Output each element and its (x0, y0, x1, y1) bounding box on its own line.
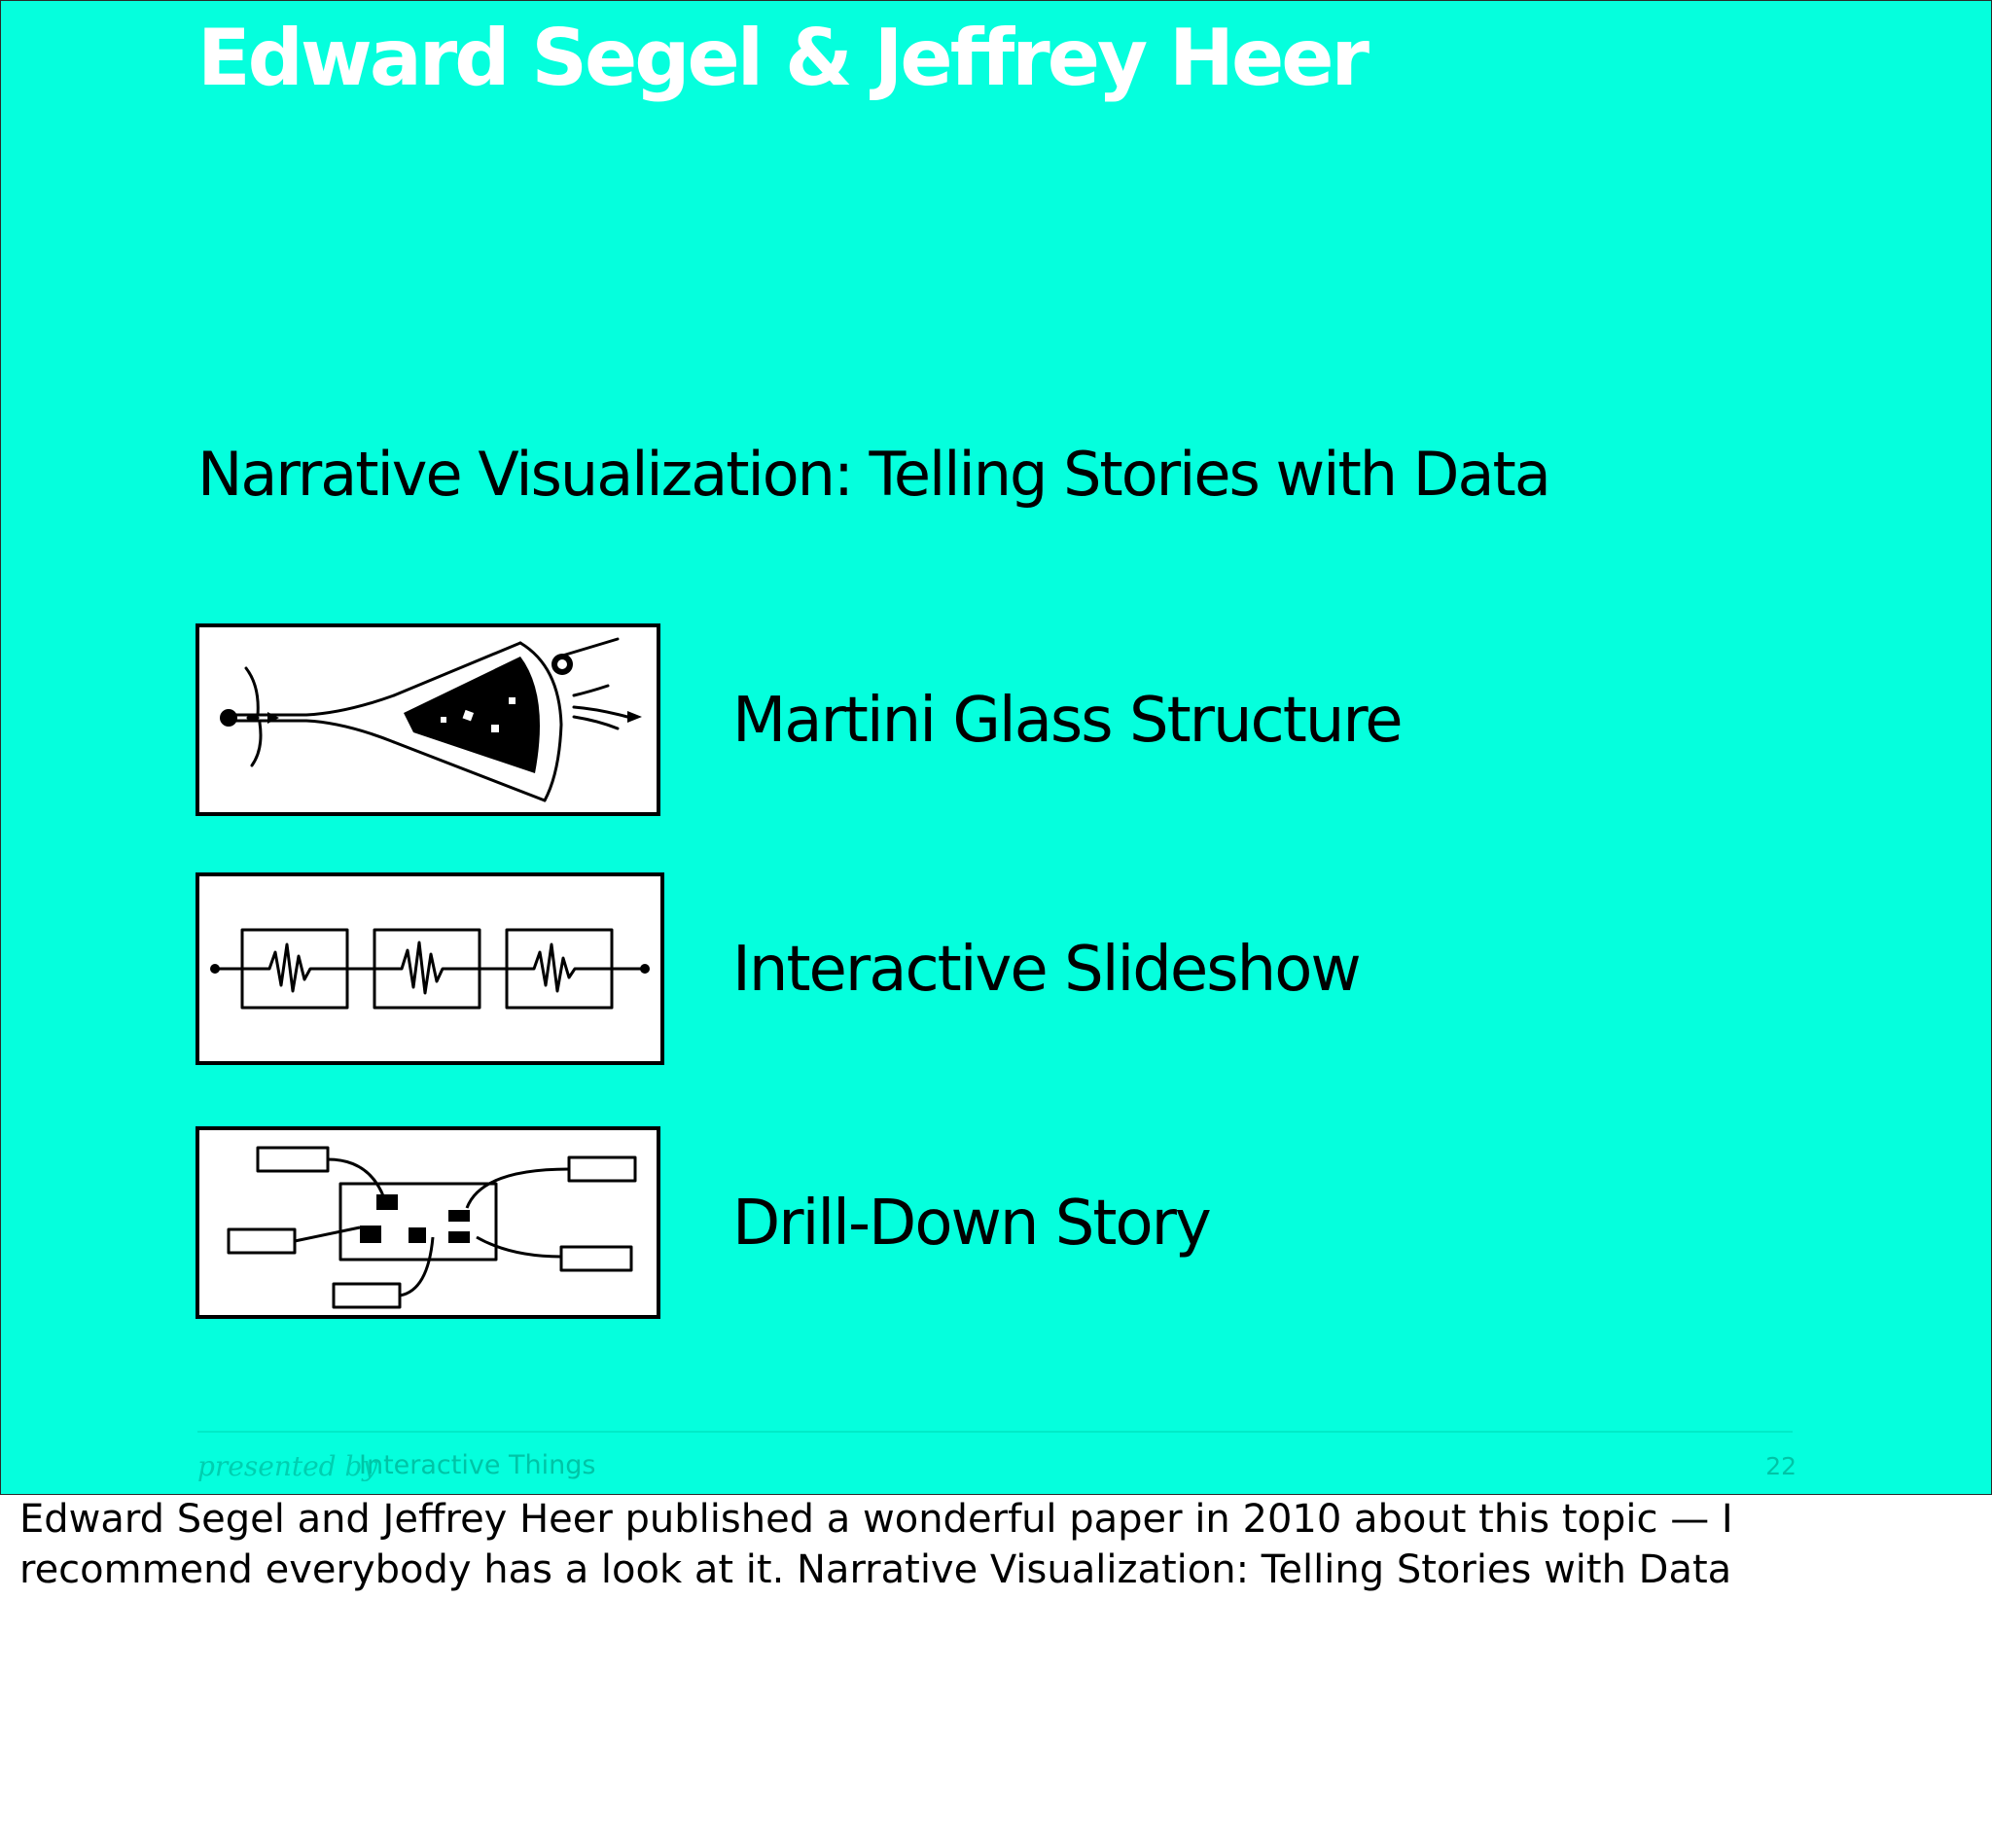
drill-down-sketch-icon (196, 1126, 660, 1319)
structure-martini-glass (196, 623, 1654, 818)
structure-interactive-slideshow (196, 872, 1654, 1067)
martini-glass-sketch-icon (196, 623, 660, 816)
structure-label-drill-down: Drill-Down Story (732, 1188, 1210, 1260)
structure-label-slideshow: Interactive Slideshow (732, 934, 1360, 1006)
footer-presented-by: presented by (197, 1450, 378, 1482)
slide-title: Edward Segel & Jeffrey Heer (197, 13, 1367, 103)
footer-brand: Interactive Things (359, 1450, 596, 1480)
page-number: 22 (1765, 1452, 1796, 1480)
slideshow-sketch-icon (196, 872, 664, 1065)
paper-title: Narrative Visualization: Telling Stories with Data (197, 439, 1549, 510)
structure-drill-down-story (196, 1126, 1654, 1321)
footer-divider (197, 1431, 1793, 1433)
speaker-notes: Edward Segel and Jeffrey Heer published a wonderful paper in 2010 about this topic — I recommend everybody has a look at it. Narrative Visualization: Telling Stories with Data (19, 1497, 1733, 1592)
structure-label-martini: Martini Glass Structure (732, 685, 1402, 757)
